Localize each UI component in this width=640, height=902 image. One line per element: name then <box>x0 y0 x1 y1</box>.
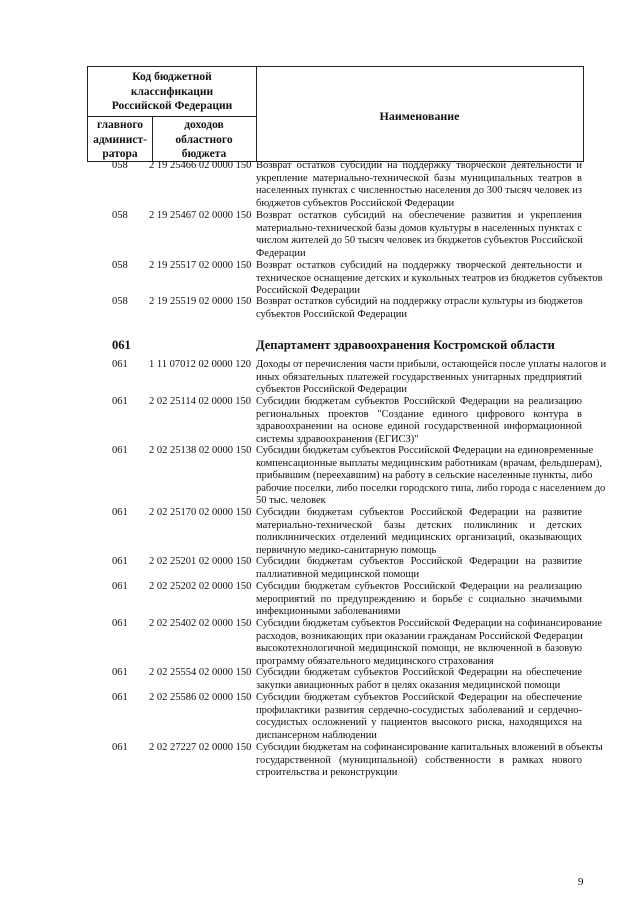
header-income-column: доходов областного бюджета <box>175 119 233 160</box>
header-admin-column: главного админист- ратора <box>93 119 147 160</box>
page-number: 9 <box>578 876 584 888</box>
table-header <box>87 66 584 162</box>
header-name-column: Наименование <box>379 109 460 123</box>
header-code-group: Код бюджетной классификации Российской Федерации <box>111 71 233 112</box>
document-page: Код бюджетной классификации Российской Федерации главного админист- ратора доходов областного бюджета Наименование 058 2 19 25466 02 0000 150 Возврат остатков субсидий на поддержку творческой деятельности и укрепление материально-технической базы муниципальных театров в населенных пунктах с численностью населения до 300 тысяч человек из бюджетов субъектов Российской Федерации 058 2 19 25467 02 0000 150 Возврат остатков субсидий на обеспечение развития и укрепления материально-технической базы домов культуры в населенных пунктах с числом жителей до 50 тысяч человек из бюджетов субъектов Российской Федерации 058 2 19 25517 02 0000 150 Возврат остатков субсидий на поддержку творческой деятельности и техническое оснащение детских и кукольных театров из бюджетов субъектов Российской Федерации 058 2 19 25519 02 0000 150 Возврат остатков субсидий на поддержку отрасли культуры из бюджетов субъектов Российской Федерации 061 Департамент здравоохранения Костромской области 061 1 11 07012 02 0000 120 Доходы от перечисления части прибыли, остающейся после уплаты налогов и иных обязательных платежей государственных унитарных предприятий субъектов Российской Федерации 061 2 02 25114 02 0000 150 Субсидии бюджетам субъектов Российской Федерации на реализацию региональных проектов "Создание единого цифрового контура в здравоохранении на основе единой государственной информационной системы здравоохранения (ЕГИСЗ)" 061 2 02 25138 02 0000 150 Субсидии бюджетам субъектов Российской Федерации на единовременные компенсационные выплаты медицинским работникам (врачам, фельдшерам), прибывшим (переехавшим) на работу в сельские населенные пункты, либо рабочие поселки, либо поселки городского типа, либо города с населением до 50 тыс. человек 061 2 02 25170 02 0000 150 Субсидии бюджетам субъектов Российской Федерации на развитие материально-технической базы детских поликлиник и детских поликлинических отделений медицинских организаций, оказывающих первичную медико-санитарную помощь 061 2 02 25201 02 0000 150 Субсидии бюджетам субъектов Российской Федерации на развитие паллиативной медицинской помощи 061 2 02 25202 02 0000 150 Субсидии бюджетам субъектов Российской Федерации на реализацию мероприятий по предупреждению и борьбе с социально значимыми инфекционными заболеваниями 061 2 02 25402 02 0000 150 Субсидии бюджетам субъектов Российской Федерации на софинансирование расходов, возникающих при оказании гражданам Российской Федерации высокотехнологичной медицинской помощи, не включенной в базовую программу обязательного медицинского страхования 061 2 02 25554 02 0000 150 Субсидии бюджетам субъектов Российской Федерации на обеспечение закупки авиационных работ в целях оказания медицинской помощи 061 2 02 25586 02 0000 150 Субсидии бюджетам субъектов Российской Федерации на обеспечение профилактики развития сердечно-сосудистых заболеваний и сердечно- сосудистых осложнений у пациентов высокого риска, находящихся на диспансерном наблюдении 061 2 02 27227 02 0000 150 Субсидии бюджетам на софинансирование капитальных вложений в объекты государственной (муниципальной) собственности в рамках нового строительства и реконструкции 9 <box>0 0 640 902</box>
